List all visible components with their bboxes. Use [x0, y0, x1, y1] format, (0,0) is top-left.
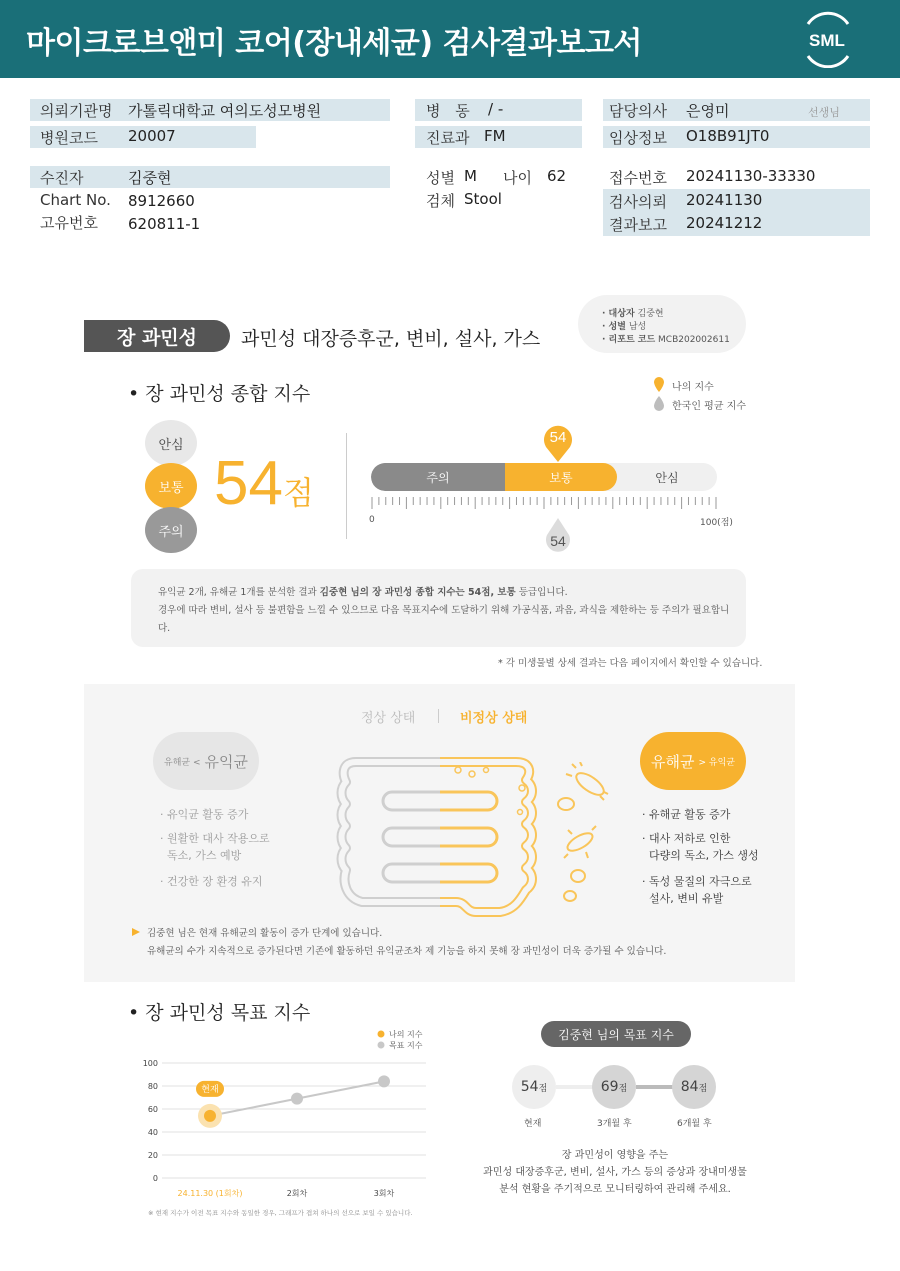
score-display	[214, 448, 314, 519]
code-label: 병원코드	[40, 129, 98, 147]
section-tag	[84, 320, 230, 352]
report-value: 20241212	[686, 214, 763, 232]
tab-divider	[438, 709, 439, 723]
y-tick-label: 40	[147, 1128, 158, 1137]
right-bubble	[640, 732, 746, 790]
y-tick-label: 80	[147, 1082, 158, 1091]
target-legend-dots	[376, 1029, 386, 1051]
right-item: · 대사 저하로 인한	[642, 832, 731, 845]
my-point	[204, 1110, 216, 1122]
avg-marker-icon	[654, 396, 664, 411]
target-pill	[541, 1021, 691, 1047]
small-intestine-normal	[383, 792, 440, 882]
level-safe: 안심	[145, 420, 197, 466]
avg-index-marker	[543, 517, 573, 553]
legend-avg: 한국인 평균 지수	[672, 401, 746, 412]
patient-label: 수진자	[40, 169, 84, 187]
clinical-value: O18B91JT0	[686, 127, 770, 145]
left-item: 독소, 가스 예방	[160, 849, 242, 862]
score-unit: 점	[282, 474, 314, 512]
request-value: 20241130	[686, 191, 763, 209]
specimen-value: Stool	[464, 190, 502, 208]
bar-safe: 안심	[655, 470, 679, 485]
x-tick-label: 3회차	[373, 1189, 395, 1198]
my-pin-label: 54	[549, 429, 567, 446]
target-legend-target: 목표 지수	[389, 1041, 423, 1050]
hospital-label: 의뢰기관명	[40, 102, 113, 120]
chart-note: ※ 현재 지수가 이전 목표 지수와 동일한 경우, 그래프가 겹쳐 하나의 선으로 보일 수 있습니다.	[148, 1209, 413, 1217]
x-tick-label: 2회차	[286, 1189, 308, 1198]
age-label: 나이	[503, 169, 532, 187]
meta-key: · 리포트 코드	[602, 335, 656, 345]
gut-note-1: 김중현 님은 현재 유해균의 활동이 증가 단계에 있습니다.	[147, 928, 383, 939]
tab-normal: 정상 상태	[361, 711, 416, 726]
target-desc-2: 과민성 대장증후군, 변비, 설사, 가스 등의 증상과 장내미생물	[483, 1167, 747, 1178]
divider	[346, 433, 347, 539]
age-value: 62	[547, 167, 567, 185]
legend-dot-mine	[378, 1031, 385, 1038]
tab-abnormal: 비정상 상태	[460, 711, 528, 726]
hospital-value: 가톨릭대학교 여의도성모병원	[128, 102, 322, 120]
footnote: * 각 미생물별 상세 결과는 다음 페이지에서 확인할 수 있습니다.	[498, 658, 763, 669]
clinical-label: 임상정보	[609, 129, 667, 147]
level-caution: 주의	[145, 507, 197, 553]
receipt-value: 20241130-33330	[686, 167, 816, 185]
right-item: · 독성 물질의 자극으로	[642, 875, 752, 888]
left-bubble-big: 유익균	[204, 752, 248, 771]
left-item: · 유익균 활동 증가	[160, 808, 249, 821]
dept-value: FM	[484, 127, 506, 145]
bacteria-icons	[556, 762, 616, 912]
section-subtitle: 과민성 대장증후군, 변비, 설사, 가스	[241, 328, 541, 350]
code-value: 20007	[128, 127, 176, 145]
target-description	[470, 1147, 760, 1198]
chart-value: 8912660	[128, 192, 195, 210]
report-title: 마이크로브앤미 코어(장내세균) 검사결과보고서	[26, 26, 642, 61]
target-chart	[140, 1055, 430, 1205]
small-intestine-abnormal	[440, 792, 497, 882]
report-label: 결과보고	[609, 216, 667, 234]
doctor-suffix: 선생님	[808, 106, 840, 119]
target-point	[378, 1075, 390, 1087]
y-tick-label: 20	[147, 1151, 158, 1160]
note-arrow-icon	[131, 927, 141, 937]
current-tag: 현재	[201, 1084, 219, 1095]
step-6-months: 84 점	[672, 1065, 716, 1109]
sml-logo	[796, 10, 858, 68]
chart-label: Chart No.	[40, 191, 111, 209]
index-bar	[371, 463, 717, 491]
index-title: • 장 과민성 종합 지수	[128, 383, 311, 405]
right-bubble-small: > 유익균	[698, 757, 735, 768]
sex-value: M	[464, 167, 477, 185]
legend-dot-target	[378, 1042, 385, 1049]
target-desc-1: 장 과민성이 영향을 주는	[561, 1150, 669, 1161]
section-tag-text: 장 과민성	[116, 326, 198, 349]
ward-label: 병 동	[426, 102, 470, 120]
left-item: · 원활한 대사 작용으로	[160, 832, 270, 845]
meta-key: · 성별	[602, 322, 626, 332]
target-legend-mine: 나의 지수	[389, 1030, 423, 1039]
specimen-label: 검체	[426, 192, 455, 210]
step-current: 54 점	[512, 1065, 556, 1109]
step-label: 현재	[524, 1119, 542, 1129]
info-bar	[30, 166, 390, 188]
bar-normal: 보통	[505, 463, 617, 491]
sex-label: 성별	[426, 169, 455, 187]
step-label: 3개월 후	[597, 1119, 632, 1129]
right-bubble-big: 유해균	[651, 752, 695, 771]
x-tick-label: 24.11.30 (1회차)	[177, 1189, 243, 1198]
meta-value: 남성	[628, 322, 647, 332]
colon-abnormal-outline	[440, 762, 532, 912]
doctor-value: 은영미	[686, 102, 730, 120]
score-value: 54	[214, 449, 283, 518]
y-tick-label: 60	[147, 1105, 158, 1114]
bar-max: 100(점)	[700, 518, 733, 528]
ward-value: / -	[488, 100, 504, 118]
uid-value: 620811-1	[128, 215, 201, 233]
desc-line-3: 다.	[158, 623, 171, 634]
desc-line-1: 유익균 2개, 유해균 1개를 분석한 결과 김중현 님의 장 과민성 종합 지수는 54점, 보통 등급입니다.	[158, 587, 568, 598]
left-bubble	[153, 732, 259, 790]
dept-label: 진료과	[426, 129, 470, 147]
gut-note-2: 유해균의 수가 지속적으로 증가된다면 기존에 활동하던 유익균조차 제 기능을 하지 못해 장 과민성이 더욱 증가될 수 있습니다.	[147, 946, 667, 957]
receipt-label: 접수번호	[609, 169, 667, 187]
right-item: · 유해균 활동 증가	[642, 808, 731, 821]
meta-key: · 대상자	[602, 309, 635, 319]
y-tick-label: 100	[142, 1059, 158, 1068]
target-point	[291, 1093, 303, 1105]
patient-value: 김중현	[128, 169, 172, 187]
level-normal: 보통	[145, 463, 197, 509]
target-desc-3: 분석 현황을 주기적으로 모니터링하여 관리해 주세요.	[499, 1184, 731, 1195]
step-connector	[636, 1085, 676, 1089]
legend-marker-icons	[652, 376, 666, 414]
doctor-label: 담당의사	[609, 102, 667, 120]
target-pill-text: 김중현 님의 목표 지수	[558, 1027, 674, 1042]
request-label: 검사의뢰	[609, 193, 667, 211]
bar-min: 0	[369, 515, 375, 525]
left-item: · 건강한 장 환경 유지	[160, 875, 263, 888]
my-marker-icon	[654, 377, 664, 392]
meta-value: MCB202002611	[658, 335, 730, 345]
meta-value: 김중현	[637, 309, 664, 319]
left-bubble-small: 유해균 <	[164, 757, 201, 768]
y-tick-label: 0	[152, 1174, 158, 1183]
step-3-months: 69 점	[592, 1065, 636, 1109]
target-title: • 장 과민성 목표 지수	[128, 1002, 311, 1024]
logo-text: SML	[809, 31, 845, 50]
avg-pin-label: 54	[550, 533, 566, 549]
right-item: 설사, 변비 유발	[642, 892, 724, 905]
bar-ticks	[371, 495, 719, 511]
uid-label: 고유번호	[40, 214, 98, 232]
desc-line-2: 경우에 따라 변비, 설사 등 불편함을 느낄 수 있으므로 다음 목표지수에 도달하기 위해 가공식품, 과음, 과식을 제한하는 등 주의가 필요합니	[158, 605, 730, 616]
right-item: 다량의 독소, 가스 생성	[642, 849, 759, 862]
bar-caution: 주의	[371, 463, 505, 491]
legend-mine: 나의 지수	[672, 382, 714, 393]
step-label: 6개월 후	[677, 1119, 712, 1129]
my-index-marker	[540, 419, 576, 463]
